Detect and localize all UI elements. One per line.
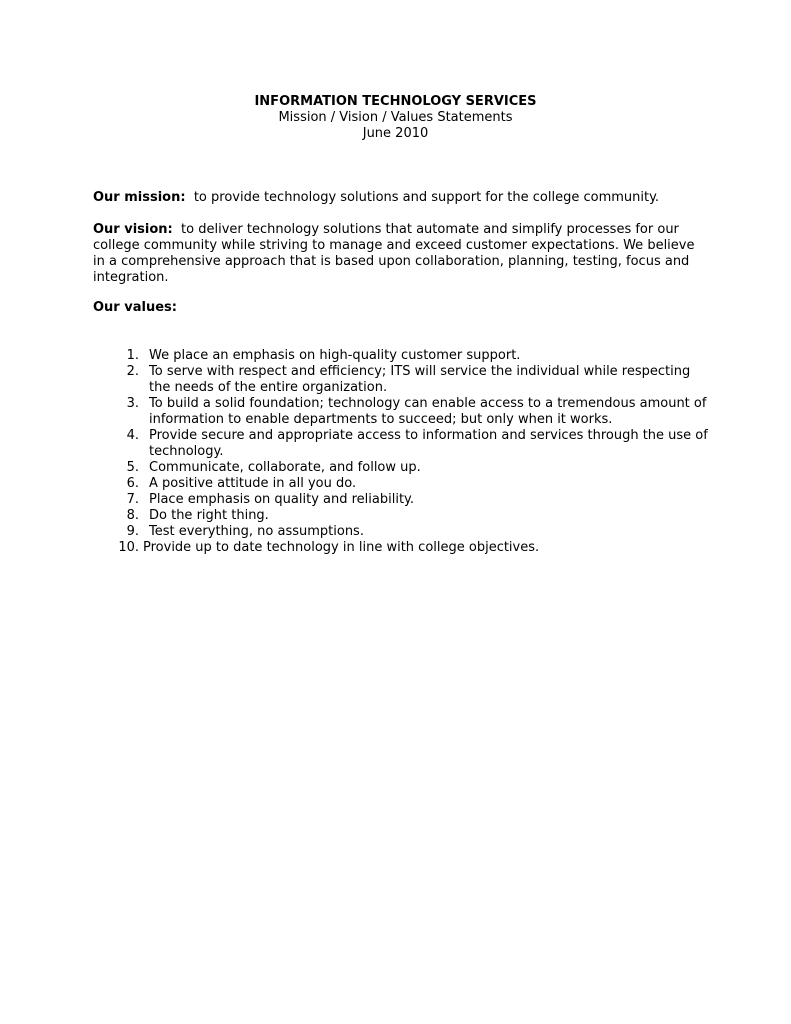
list-item — [93, 508, 713, 524]
list-item-text: Test everything, no assumptions. — [149, 524, 364, 539]
list-item-text: Do the right thing. — [149, 508, 269, 523]
values-list — [93, 348, 713, 556]
list-item-text: To serve with respect and efficiency; ITS will service the individual while respecting the needs of the entire organization. — [149, 364, 691, 395]
list-item — [93, 492, 713, 508]
list-item-text: To build a solid foundation; technology can enable access to a tremendous amount of information to enable departments to succeed; but only when it works. — [149, 396, 707, 427]
list-item-text: Provide up to date technology in line with college objectives. — [143, 540, 540, 555]
list-item — [93, 428, 713, 460]
list-item-number: 6. — [126, 476, 139, 491]
list-item — [93, 524, 713, 540]
list-item-number: 5. — [126, 460, 139, 475]
list-item — [93, 396, 713, 428]
list-item-number: 9. — [126, 524, 139, 539]
list-item-number: 1. — [126, 348, 139, 363]
vision-text: to deliver technology solutions that automate and simplify processes for our college community while striving to manage and exceed customer expectations. We believe in a comprehensive approach that is based upon collaboration, planning, testing, focus and integration. — [93, 222, 695, 285]
list-item — [93, 460, 713, 476]
list-item-number: 4. — [126, 428, 139, 443]
list-item-number: 8. — [126, 508, 139, 523]
list-item-text: We place an emphasis on high-quality customer support. — [149, 348, 521, 363]
list-item-text: A positive attitude in all you do. — [149, 476, 357, 491]
list-item-text: Provide secure and appropriate access to information and services through the use of technology. — [149, 428, 708, 459]
list-item — [93, 540, 713, 556]
vision-label: Our vision: — [93, 222, 173, 237]
list-item-text: Place emphasis on quality and reliability. — [149, 492, 415, 507]
mission-statement — [93, 190, 703, 206]
list-item-text: Communicate, collaborate, and follow up. — [149, 460, 421, 475]
list-item-number: 2. — [126, 364, 139, 379]
values-heading: Our values: — [93, 300, 177, 315]
document-date: June 2010 — [362, 126, 429, 141]
list-item — [93, 364, 713, 396]
list-item — [93, 476, 713, 492]
vision-statement — [93, 222, 703, 286]
document-title: INFORMATION TECHNOLOGY SERVICES — [254, 94, 537, 109]
list-item-number: 3. — [126, 396, 139, 411]
document-header — [0, 94, 791, 142]
document-subtitle: Mission / Vision / Values Statements — [278, 110, 513, 125]
list-item-number: 7. — [126, 492, 139, 507]
list-item — [93, 348, 713, 364]
list-item-number: 10. — [118, 540, 139, 555]
mission-label: Our mission: — [93, 190, 186, 205]
mission-text: to provide technology solutions and support for the college community. — [193, 190, 660, 205]
